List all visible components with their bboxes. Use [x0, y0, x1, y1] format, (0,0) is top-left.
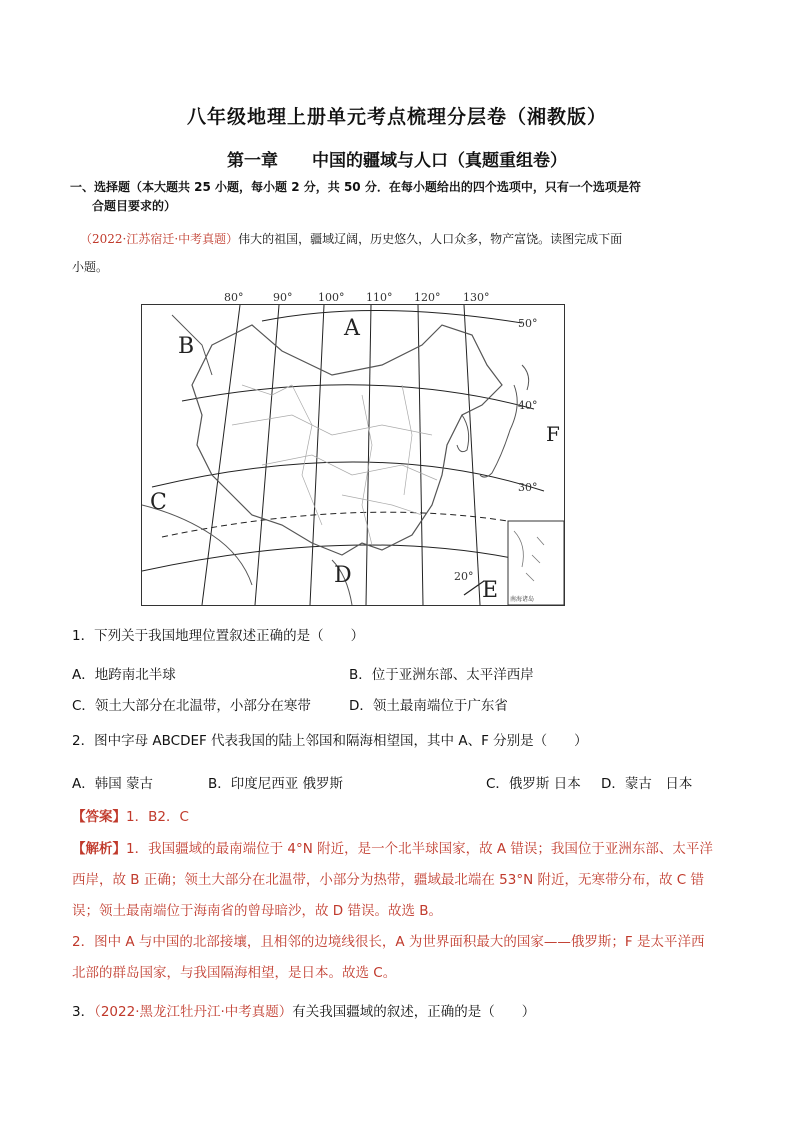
q1-option-d[interactable]: D．领土最南端位于广东省 — [349, 698, 508, 714]
map-letter-a: A — [344, 316, 360, 341]
q1-option-c[interactable]: C．领土大部分在北温带，小部分在寒带 — [72, 698, 311, 714]
section-line-2: 合题目要求的） — [92, 199, 177, 213]
province-lines — [232, 385, 437, 545]
answer-line — [72, 802, 189, 833]
analysis-p1a: 1．我国疆域的最南端位于 4°N 附近，是一个北半球国家，故 A 错误；我国位于亚洲东部、太平洋 — [126, 841, 713, 857]
chapter-number: 第一章 — [227, 151, 278, 171]
chapter-subtitle: 中国的疆域与人口（真题重组卷） — [312, 151, 567, 171]
map-letter-b: B — [178, 334, 195, 359]
longitude-label: 110° — [366, 291, 393, 304]
question-intro — [72, 225, 732, 281]
q3-stem-line — [72, 1002, 535, 1022]
q2-option-d[interactable]: D．蒙古 日本 — [601, 776, 693, 792]
intro-source: （2022·江苏宿迁·中考真题） — [80, 232, 239, 246]
q2-option-a[interactable]: A．韩国 蒙古 — [72, 776, 154, 792]
china-map — [141, 304, 565, 606]
map-letter-f: F — [546, 422, 560, 446]
q1-option-b[interactable]: B．位于亚洲东部、太平洋西岸 — [349, 667, 534, 683]
answer-label: 【答案】 — [72, 809, 126, 825]
map-letter-d: D — [334, 563, 352, 588]
latitude-label: 50° — [518, 317, 538, 330]
map-graphic — [142, 305, 564, 605]
q3-number: 3． — [72, 1004, 95, 1020]
section-heading — [70, 178, 730, 216]
map-letter-e: E — [482, 578, 499, 603]
coastlines — [142, 315, 529, 605]
longitude-label: 90° — [273, 291, 293, 304]
latitude-label: 20° — [454, 570, 474, 583]
intro-text-2: 小题。 — [72, 260, 109, 274]
analysis-p2a: 2．图中 A 与中国的北部接壤，且相邻的边境线很长，A 为世界面积最大的国家——俄罗斯；F 是太平洋西 — [72, 934, 705, 950]
inset-label: 南海诸岛 — [510, 596, 535, 603]
map-letter-c: C — [150, 490, 167, 515]
longitude-label: 130° — [463, 291, 490, 304]
q1-stem: 1．下列关于我国地理位置叙述正确的是（ ） — [72, 628, 365, 644]
q2-option-c[interactable]: C．俄罗斯 日本 — [486, 776, 581, 792]
latitude-label: 40° — [518, 399, 538, 412]
q2-stem: 2．图中字母 ABCDEF 代表我国的陆上邻国和隔海相望国，其中 A、F 分别是（ ） — [72, 733, 588, 749]
section-line-1: 一、选择题（本大题共 25 小题，每小题 2 分，共 50 分．在每小题给出的四个选项中，只有一个选项是符 — [70, 180, 641, 194]
q3-source: （2022·黑龙江牡丹江·中考真题） — [94, 1004, 293, 1020]
longitude-label: 120° — [414, 291, 441, 304]
china-border — [192, 325, 502, 555]
doc-title: 八年级地理上册单元考点梳理分层卷（湘教版） — [186, 106, 607, 128]
meridian-lines — [202, 305, 480, 605]
longitude-label: 100° — [318, 291, 345, 304]
intro-text-1: 伟大的祖国，疆域辽阔，历史悠久，人口众多，物产富饶。读图完成下面 — [238, 232, 623, 246]
analysis-p1b: 西岸，故 B 正确；领土大部分在北温带，小部分为热带，疆域最北端在 53°N 附近，无寒带分布，故 C 错 — [72, 872, 704, 888]
q3-stem: 有关我国疆域的叙述，正确的是（ ） — [292, 1004, 536, 1020]
longitude-label: 80° — [224, 291, 244, 304]
q1-option-a[interactable]: A．地跨南北半球 — [72, 667, 176, 683]
analysis-p2b: 北部的群岛国家，与我国隔海相望，是日本。故选 C。 — [72, 965, 397, 981]
analysis-p1c: 误；领土最南端位于海南省的曾母暗沙，故 D 错误。故选 B。 — [72, 903, 443, 919]
analysis-block — [72, 834, 732, 989]
analysis-label: 【解析】 — [72, 841, 126, 857]
latitude-label: 30° — [518, 481, 538, 494]
answer-text: 1．B2．C — [126, 809, 189, 825]
q2-option-b[interactable]: B．印度尼西亚 俄罗斯 — [208, 776, 344, 792]
chapter-title — [0, 146, 794, 171]
